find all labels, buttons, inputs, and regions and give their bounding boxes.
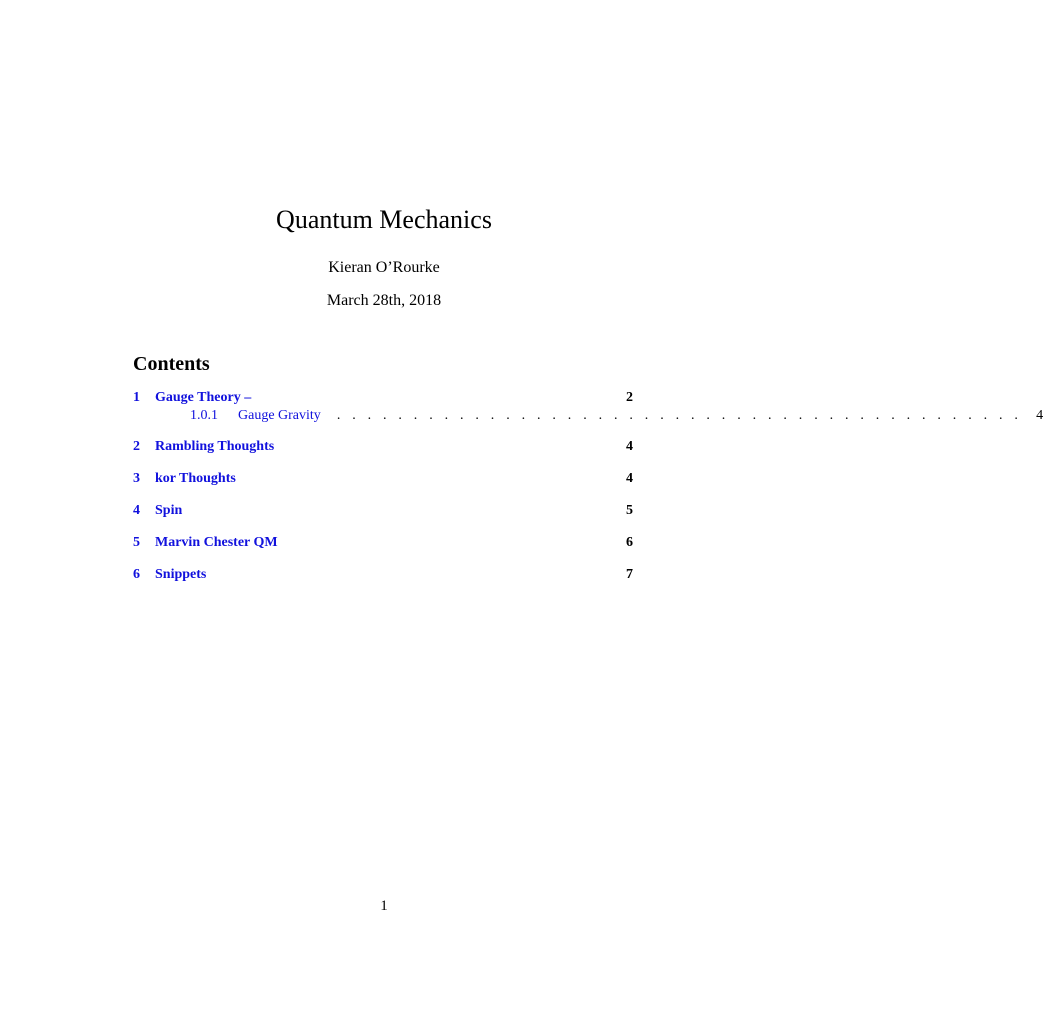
toc-entry-number[interactable]: 5 bbox=[133, 535, 140, 550]
toc-entry-kor-thoughts[interactable] bbox=[133, 468, 633, 490]
toc-entry-page: 2 bbox=[626, 390, 633, 405]
document-author: Kieran O’Rourke bbox=[328, 259, 440, 276]
toc-entry-page: 4 bbox=[626, 471, 633, 486]
toc-entry-title[interactable]: kor Thoughts bbox=[155, 471, 236, 486]
toc-entry-page: 7 bbox=[626, 567, 633, 582]
toc-entry-title[interactable]: Marvin Chester QM bbox=[155, 535, 278, 550]
toc-entry-number[interactable]: 3 bbox=[133, 471, 140, 486]
toc-entry-marvin-chester-qm[interactable] bbox=[133, 532, 633, 554]
toc-entry-snippets[interactable] bbox=[133, 564, 633, 586]
toc-leader-dots: . . . . . . . . . . . . . . . . . . . . . . . . . . . . . . . . . . . . . . . . . . . . . bbox=[336, 408, 1023, 423]
toc-entry-title[interactable]: Gauge Gravity bbox=[238, 408, 321, 423]
toc-entry-page: 4 bbox=[626, 439, 633, 454]
contents-heading: Contents bbox=[133, 353, 210, 375]
toc-entry-rambling-thoughts[interactable] bbox=[133, 436, 633, 458]
toc-entry-page: 5 bbox=[626, 503, 633, 518]
toc-entry-page: 4 bbox=[1036, 408, 1043, 423]
toc-entry-number[interactable]: 6 bbox=[133, 567, 140, 582]
toc-entry-gauge-gravity[interactable] bbox=[133, 405, 1043, 427]
toc-entry-number[interactable]: 1 bbox=[133, 390, 140, 405]
toc-entry-title[interactable]: Snippets bbox=[155, 567, 207, 582]
toc-entry-spin[interactable] bbox=[133, 500, 633, 522]
document-title: Quantum Mechanics bbox=[276, 205, 492, 234]
page-number: 1 bbox=[380, 898, 388, 914]
document-date: March 28th, 2018 bbox=[326, 292, 442, 309]
toc-entry-title[interactable]: Spin bbox=[155, 503, 183, 518]
toc-entry-number[interactable]: 2 bbox=[133, 439, 140, 454]
toc-entry-title[interactable]: Rambling Thoughts bbox=[155, 439, 275, 454]
toc-entry-title[interactable]: Gauge Theory – bbox=[155, 390, 252, 405]
toc-entry-number[interactable]: 4 bbox=[133, 503, 140, 518]
toc-entry-number[interactable]: 1.0.1 bbox=[190, 408, 218, 423]
toc-entry-page: 6 bbox=[626, 535, 633, 550]
